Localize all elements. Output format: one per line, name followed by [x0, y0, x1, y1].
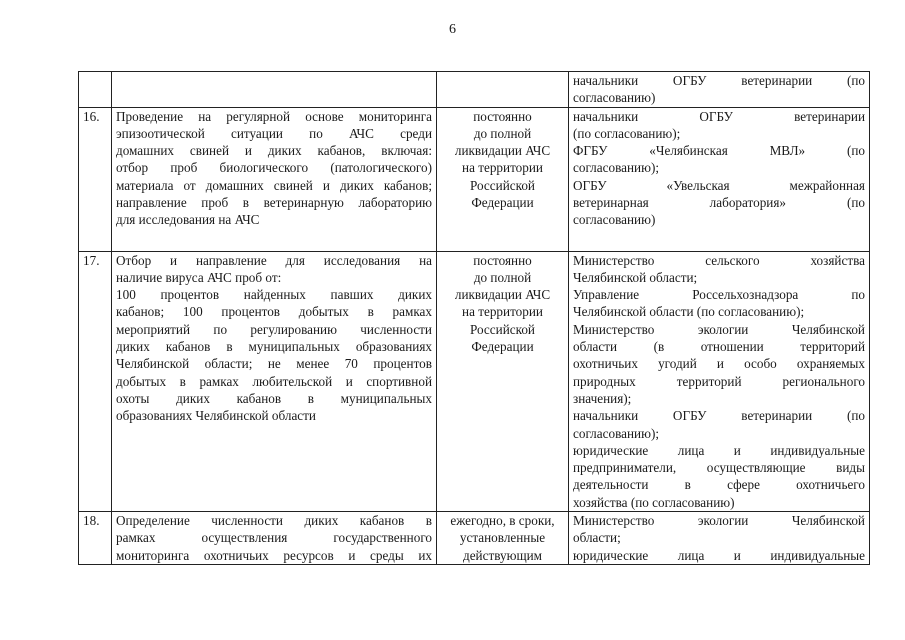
term-line: ликвидации АЧС: [454, 143, 551, 159]
row-number-cell: [79, 72, 112, 108]
responsible-line: ФГБУ «Челябинская МВЛ» (по: [573, 143, 865, 159]
activity-line: мониторинга охотничьих ресурсов и среды их: [116, 547, 432, 563]
responsible-cell: [569, 512, 870, 565]
table-row: [79, 107, 870, 251]
row-number-cell: [79, 251, 112, 511]
activity-line: рамках осуществления государственного: [116, 530, 432, 546]
activity-line: домашних свиней и диких кабанов, включая:: [116, 143, 432, 159]
page-number: 6: [449, 22, 456, 37]
term-line: постоянно: [473, 252, 532, 268]
responsible-line: ветеринарная лаборатория» (по: [573, 195, 865, 211]
term-cell: [437, 107, 569, 251]
responsible-line: согласованию);: [573, 160, 659, 176]
term-line: до полной: [473, 269, 532, 285]
term-cell: [437, 251, 569, 511]
responsible-cell: [569, 72, 870, 108]
term-line: ликвидации АЧС: [454, 287, 551, 303]
responsible-line: начальники ОГБУ ветеринарии: [573, 108, 865, 124]
responsible-line: юридические лица и индивидуальные: [573, 547, 865, 563]
responsible-line: хозяйства (по согласованию): [573, 494, 735, 510]
responsible-cell: [569, 251, 870, 511]
activity-line: Определение численности диких кабанов в: [116, 513, 432, 529]
responsible-line: начальники ОГБУ ветеринарии (по: [573, 408, 865, 424]
activity-line: образованиях Челябинской области: [116, 408, 316, 424]
responsible-line: области (в отношении территорий: [573, 339, 865, 355]
responsible-line: деятельности в сфере охотничьего: [573, 477, 865, 493]
row-number: 16.: [83, 108, 100, 124]
term-line: на территории: [462, 160, 543, 176]
term-line: Российской: [470, 321, 535, 337]
activity-line: Проведение на регулярной основе мониторинга: [116, 108, 432, 124]
responsible-line: ОГБУ «Увельская межрайонная: [573, 177, 865, 193]
term-line: установленные: [459, 530, 546, 546]
term-line: действующим: [462, 547, 542, 563]
activity-cell: [112, 107, 437, 251]
row-number: 18.: [83, 513, 100, 529]
responsible-line: Министерство сельского хозяйства: [573, 252, 865, 268]
term-cell: [437, 72, 569, 108]
activity-line: направление проб в ветеринарную лабораторию: [116, 195, 432, 211]
responsible-line: природных территорий регионального: [573, 373, 865, 389]
activity-line: эпизоотической ситуации по АЧС среди: [116, 125, 432, 141]
responsible-line: начальники ОГБУ ветеринарии (по: [573, 73, 865, 88]
activity-line: охоты диких кабанов в муниципальных: [116, 390, 432, 406]
responsible-cell: [569, 107, 870, 251]
table-row: [79, 72, 870, 108]
responsible-line: согласованию): [573, 90, 656, 106]
row-number-cell: [79, 107, 112, 251]
responsible-line: области;: [573, 530, 621, 546]
activity-line: для исследования на АЧС: [116, 212, 260, 228]
activity-line: диких кабанов в муниципальных образованиях: [116, 339, 432, 355]
responsible-line: (по согласованию);: [573, 125, 681, 141]
responsible-line: Управление Россельхознадзора по: [573, 287, 865, 303]
activity-line: 100 процентов найденных павших диких: [116, 287, 432, 303]
row-number: 17.: [83, 252, 100, 268]
row-number-cell: [79, 512, 112, 565]
responsible-line: охотничьих угодий и особо охраняемых: [573, 356, 865, 372]
term-line: постоянно: [473, 108, 532, 124]
activity-line: материала от домашних свиней и диких кабанов;: [116, 177, 432, 193]
responsible-line: согласованию): [573, 212, 656, 228]
responsible-line: Министерство экологии Челябинской: [573, 321, 865, 337]
term-line: Федерации: [471, 195, 534, 211]
responsible-line: юридические лица и индивидуальные: [573, 442, 865, 458]
activity-cell: [112, 72, 437, 108]
activity-line: Челябинской области; не менее 70 процентов: [116, 356, 432, 372]
responsible-line: предприниматели, осуществляющие виды: [573, 460, 865, 476]
responsible-line: Министерство экологии Челябинской: [573, 513, 865, 529]
term-line: ежегодно, в сроки,: [450, 513, 555, 529]
table-row: [79, 512, 870, 565]
measures-table: [78, 71, 870, 565]
responsible-line: значения);: [573, 390, 632, 406]
table-row: [79, 251, 870, 511]
term-line: на территории: [462, 304, 543, 320]
term-cell: [437, 512, 569, 565]
responsible-line: Челябинской области (по согласованию);: [573, 304, 805, 320]
activity-line: мероприятий по регулированию численности: [116, 321, 432, 337]
responsible-line: согласованию);: [573, 425, 659, 441]
activity-line: кабанов; 100 процентов добытых в рамках: [116, 304, 432, 320]
term-line: Федерации: [471, 339, 534, 355]
activity-line: отбор проб биологического (патологического): [116, 160, 432, 176]
responsible-line: Челябинской области;: [573, 269, 698, 285]
activity-cell: [112, 512, 437, 565]
term-line: Российской: [470, 177, 535, 193]
activity-line: добытых в рамках любительской и спортивной: [116, 373, 432, 389]
term-line: до полной: [473, 125, 532, 141]
activity-cell: [112, 251, 437, 511]
activity-line: наличие вируса АЧС проб от:: [116, 269, 282, 285]
activity-line: Отбор и направление для исследования на: [116, 252, 432, 268]
